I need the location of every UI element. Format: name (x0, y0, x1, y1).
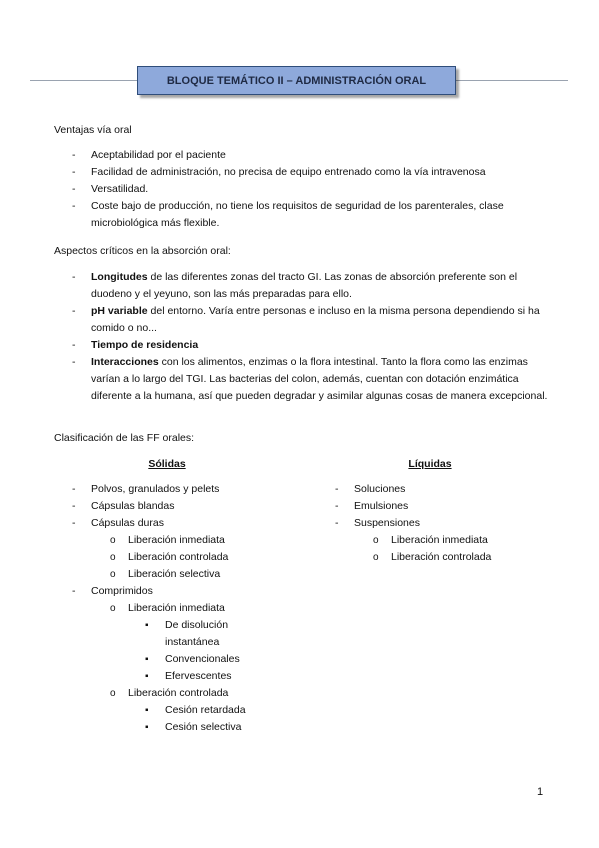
list-item: o Liberación inmediata (354, 532, 557, 549)
clasificacion-section (54, 430, 549, 447)
list-item (91, 685, 314, 736)
ventajas-heading: Ventajas vía oral (54, 124, 132, 136)
list-item (317, 515, 557, 566)
list-item: - Cápsulas blandas (54, 498, 314, 515)
list-item: ▪ De disolución instantánea (128, 617, 245, 651)
list-item: ▪ Efervescentes (128, 668, 314, 685)
ventajas-list (54, 147, 549, 232)
item-text: de las diferentes zonas del tracto GI. Las zonas de absorción preferente son el duodeno y el yeyuno, son las más preparadas para ello. (91, 271, 518, 300)
aspectos-section (54, 243, 549, 405)
clasificacion-heading: Clasificación de las FF orales: (54, 432, 195, 444)
liquidas-list (317, 481, 557, 566)
duras-sublist (91, 532, 314, 583)
solidas-header: Sólidas (148, 458, 186, 470)
list-item: - Polvos, granulados y pelets (54, 481, 314, 498)
aspectos-list (54, 269, 549, 405)
solidas-list (54, 481, 314, 736)
list-item (54, 515, 314, 583)
ventajas-section (54, 122, 549, 232)
solidas-column (54, 456, 314, 736)
list-item: - Coste bajo de producción, no tiene los requisitos de seguridad de los parenterales, clase microbiológica más flexible. (54, 198, 549, 232)
item-text: con los alimentos, enzimas o la flora intestinal. Tanto la flora como las enzimas varían a lo largo del TGI. Las bacterias del colon, además, cuentan con dotación enzimática diferente a la humana, así que pueden degradar y asimilar algunas cosas de manera excepcional. (91, 356, 548, 402)
list-item: o Liberación controlada (91, 549, 314, 566)
page-number: 1 (537, 786, 544, 798)
item-bold-term: Tiempo de residencia (91, 339, 199, 351)
aspectos-heading: Aspectos críticos en la absorción oral: (54, 245, 231, 257)
list-item: ▪ Cesión selectiva (128, 719, 314, 736)
item-text: del entorno. Varía entre personas e incluso en la misma persona dependiendo si ha comido o no... (91, 305, 540, 334)
list-item: o Liberación controlada (354, 549, 557, 566)
page-title: BLOQUE TEMÁTICO II – ADMINISTRACIÓN ORAL (137, 66, 456, 95)
list-item: - Versatilidad. (54, 181, 549, 198)
controlada-sublist (128, 702, 314, 736)
list-item (54, 583, 314, 736)
list-item (91, 600, 314, 685)
item-text: Liberación controlada (128, 687, 229, 699)
inmediata-sublist (128, 617, 314, 685)
item-bold-term: pH variable (91, 305, 148, 317)
liquidas-header: Líquidas (408, 458, 452, 470)
list-item: - Facilidad de administración, no precisa de equipo entrenado como la vía intravenosa (54, 164, 549, 181)
list-item: o Liberación inmediata (91, 532, 314, 549)
list-item (54, 337, 549, 354)
list-item (54, 303, 549, 337)
list-item: - Emulsiones (317, 498, 557, 515)
list-item: - Aceptabilidad por el paciente (54, 147, 549, 164)
list-item: ▪ Cesión retardada (128, 702, 314, 719)
suspensiones-sublist (354, 532, 557, 566)
list-item: ▪ Convencionales (128, 651, 314, 668)
list-item (54, 269, 549, 303)
item-text: Cápsulas duras (91, 517, 164, 529)
comprimidos-sublist (91, 600, 314, 736)
item-bold-term: Interacciones (91, 356, 159, 368)
list-item (54, 354, 549, 405)
list-item: o Liberación selectiva (91, 566, 314, 583)
list-item: - Soluciones (317, 481, 557, 498)
item-bold-term: Longitudes (91, 271, 148, 283)
item-text: Liberación inmediata (128, 602, 225, 614)
item-text: Suspensiones (354, 517, 420, 529)
item-text: Comprimidos (91, 585, 153, 597)
liquidas-column (317, 456, 557, 566)
